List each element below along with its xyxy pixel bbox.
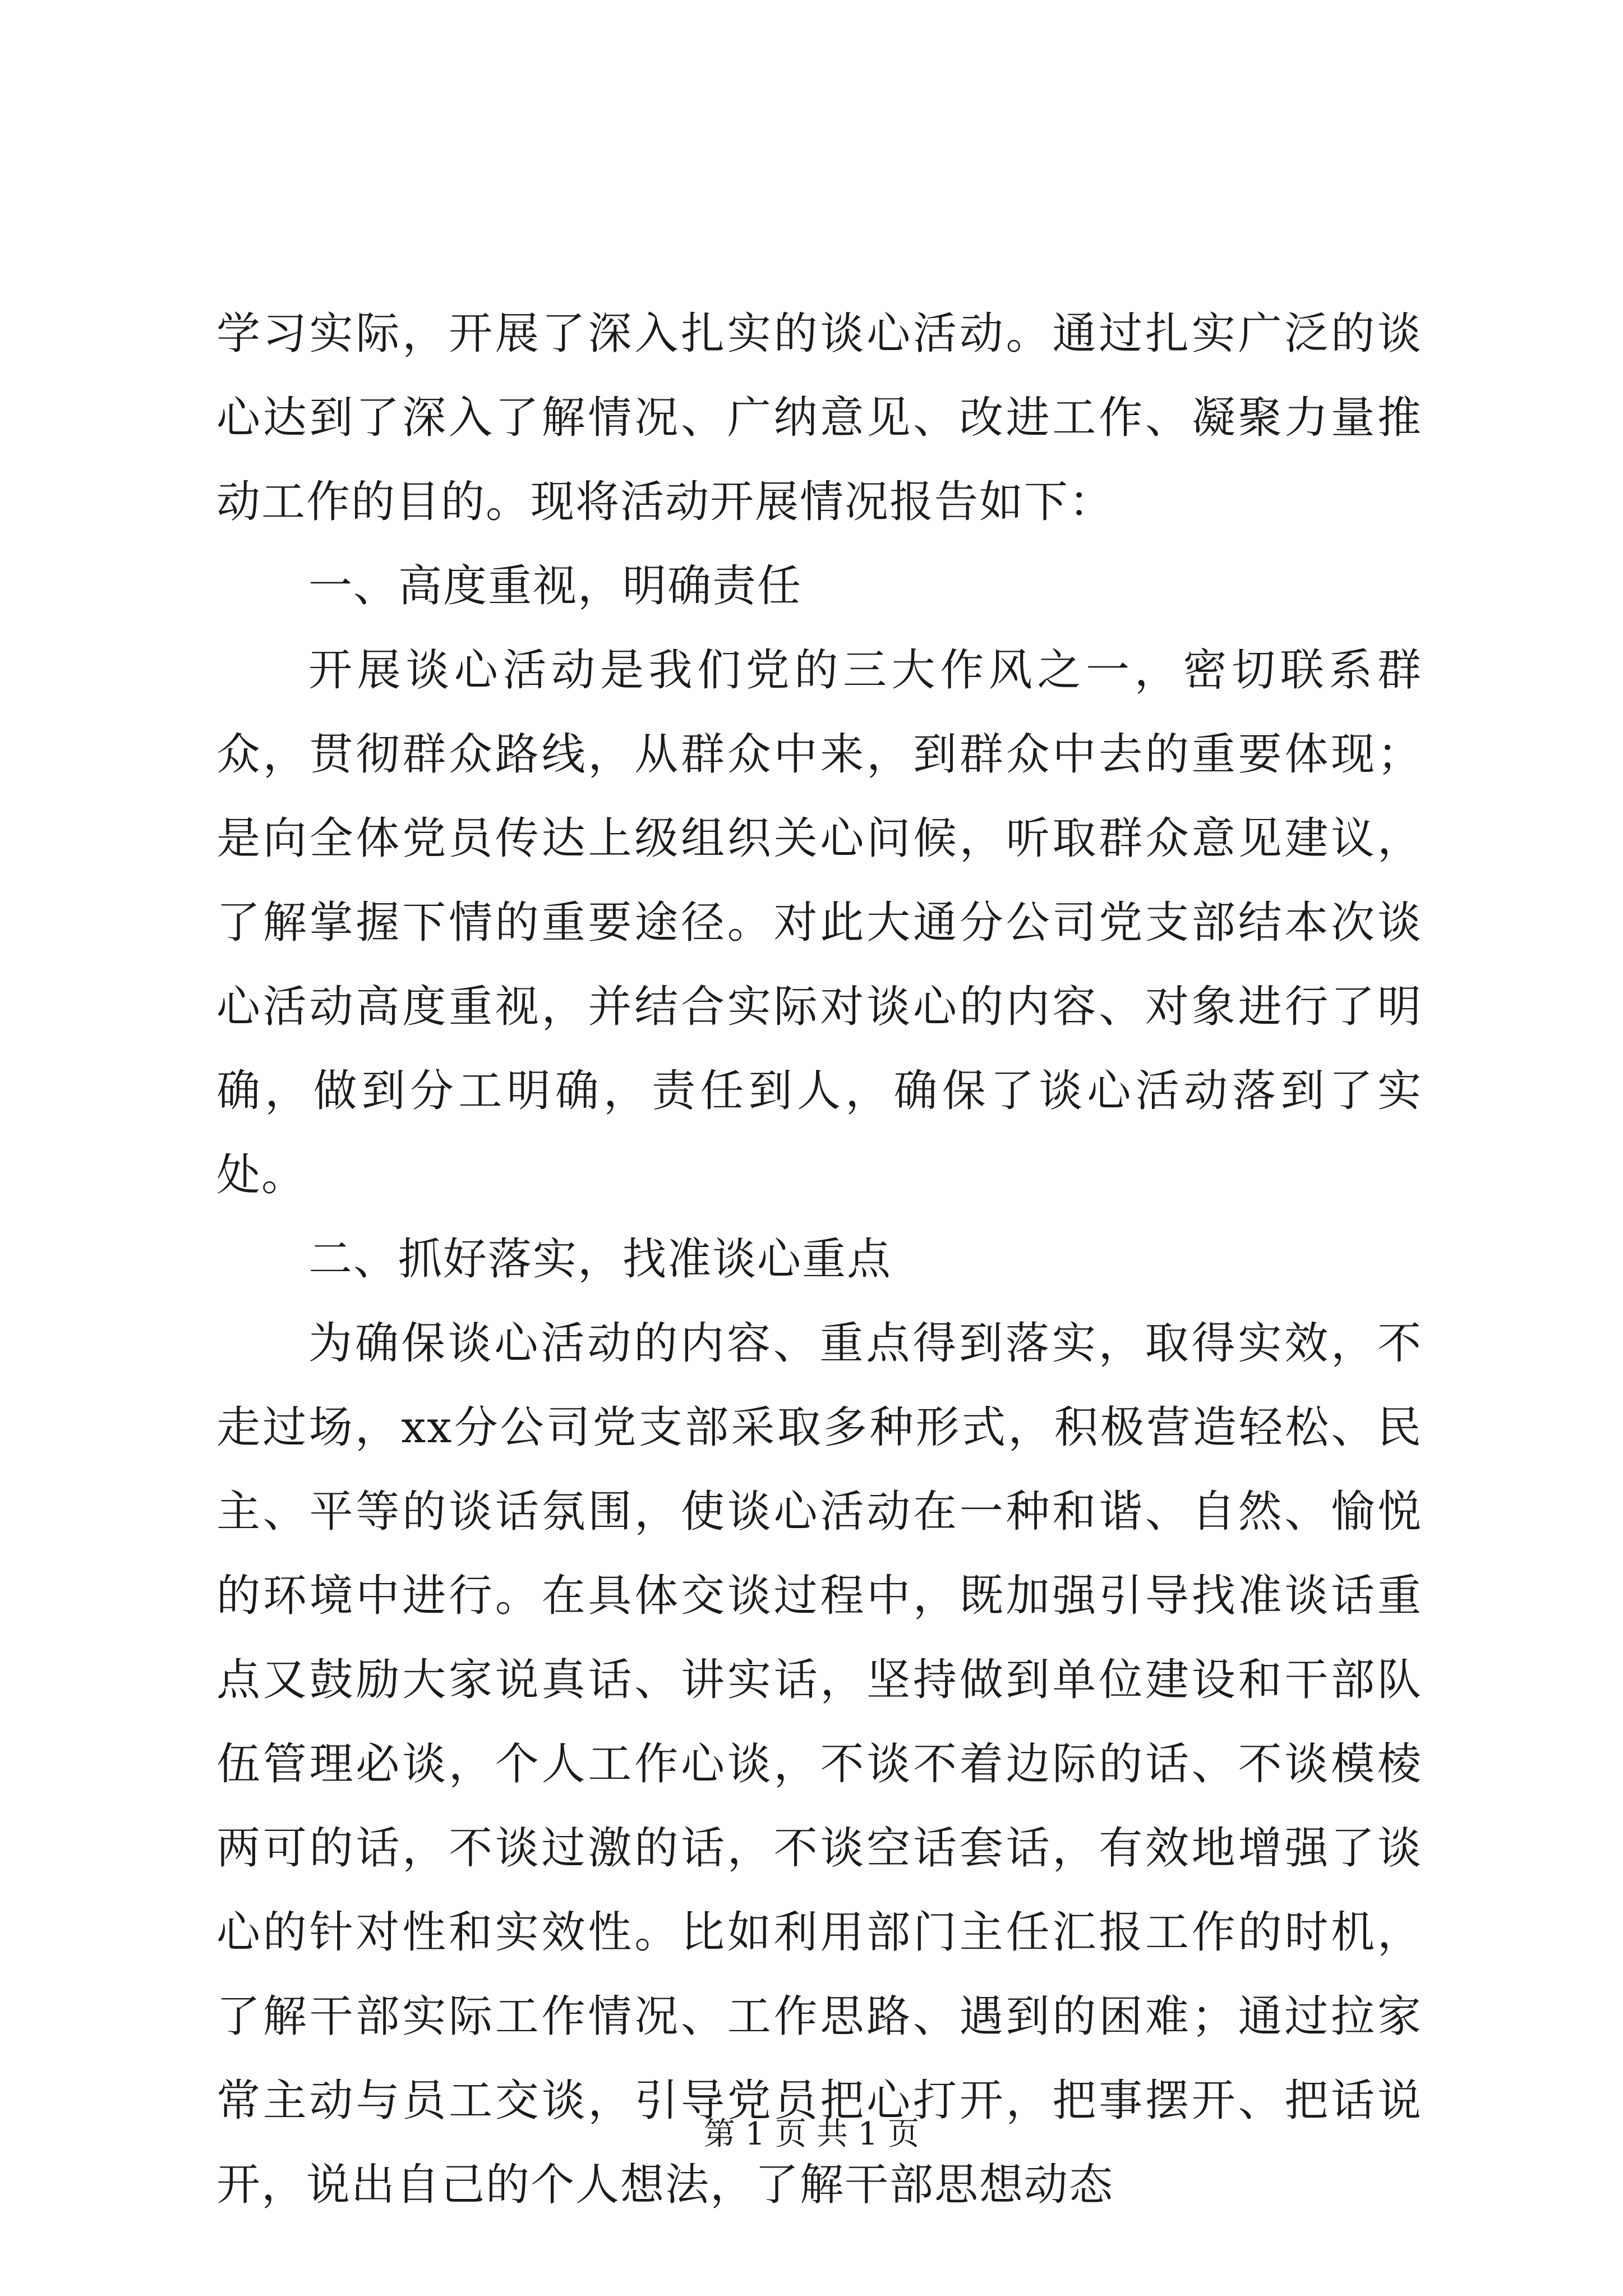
- body-paragraph: 学习实际，开展了深入扎实的谈心活动。通过扎实广泛的谈心达到了深入了解情况、广纳意见、改进工作、凝聚力量推动工作的目的。现将活动开展情况报告如下：: [216, 309, 1422, 527]
- section-heading: 二、抓好落实，找准谈心重点: [308, 1234, 892, 1285]
- document-body: [216, 292, 1422, 2227]
- body-paragraph: 开展谈心活动是我们党的三大作风之一，密切联系群众，贯彻群众路线，从群众中来，到群众中去的重要体现；是向全体党员传达上级组织关心问候，听取群众意见建议，了解掌握下情的重要途径。对此大通分公司党支部结本次谈心活动高度重视，并结合实际对谈心的内容、对象进行了明确，做到分工明确，责任到人，确保了谈心活动落到了实处。: [216, 645, 1422, 1200]
- section-heading: 一、高度重视，明确责任: [308, 561, 803, 611]
- page-footer: 第 1 页 共 1 页: [703, 2116, 920, 2152]
- body-paragraph: 为确保谈心活动的内容、重点得到落实，取得实效，不走过场，xx分公司党支部采取多种形式，积极营造轻松、民主、平等的谈话氛围，使谈心活动在一种和谐、自然、愉悦的环境中进行。在具体交谈过程中，既加强引导找准谈话重点又鼓励大家说真话、讲实话，坚持做到单位建设和干部队伍管理必谈，个人工作心谈，不谈不着边际的话、不谈模棱两可的话，不谈过激的话，不谈空话套话，有效地增强了谈心的针对性和实效性。比如利用部门主任汇报工作的时机，了解干部实际工作情况、工作思路、遇到的困难；通过拉家常主动与员工交谈，引导党员把心打开，把事摆开、把话说开，说出自己的个人想法，了解干部思想动态: [216, 1318, 1422, 2210]
